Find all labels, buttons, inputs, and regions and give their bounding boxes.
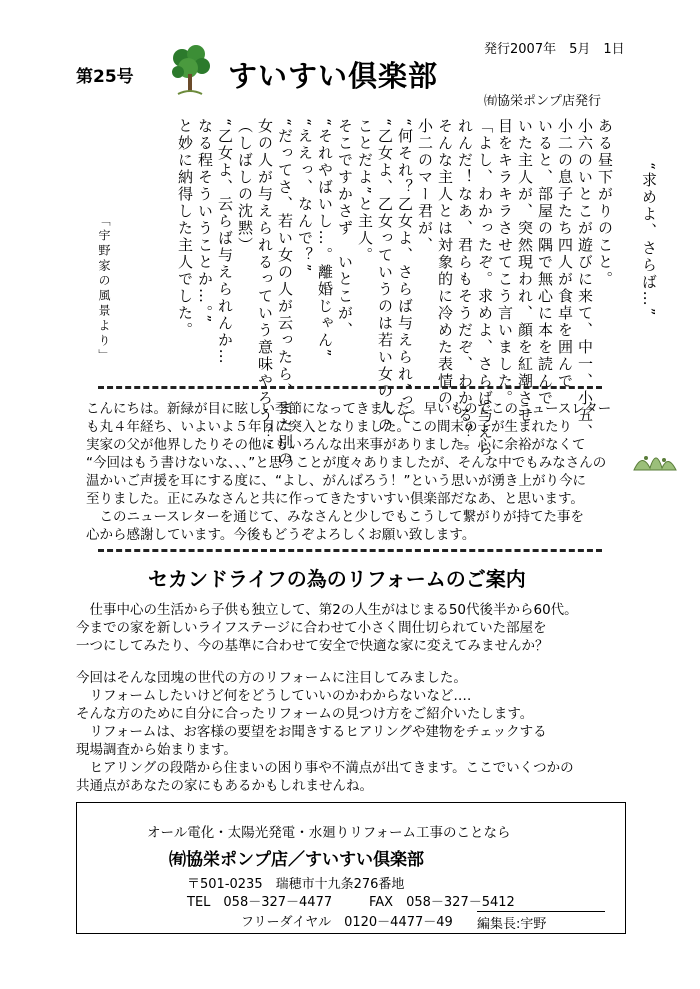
poem-column: 小六のいとこが遊びに来て、中一、小五、 [576,118,594,441]
poem-column: いると、部屋の隅で無心に本を読んで [536,118,554,407]
divider [98,386,602,389]
greeting-line: 至りました。正にみなさんと共に作ってきたすいすい倶楽部だなあ、と思います。 [86,491,584,507]
greeting-line: 実家の父が他界したりその他にもいろんな出来事がありました。心に余裕がなくて [86,437,586,453]
poem-column: 目をキラキラさせてこう言いました。 [496,118,514,407]
poem-column: 「よし、わかったぞ。求めよ、さらば与えら [476,118,494,458]
footer-tagline: オール電化・太陽光発電・水廻りリフォーム工事のことなら [147,825,511,841]
greeting-line: も丸４年経ち、いよいよ５年目に突入となりました。この間末の子が生まれたり [86,419,572,435]
publish-date: 発行2007年 5月 1日 [484,42,625,57]
reform-line: 仕事中心の生活から子供も独立して、第2の人生がはじまる50代後半から60代。 [76,602,578,618]
greeting-line: こんにちは。新緑が目に眩しい季節になってきました。早いものでこのニュースレター [86,401,612,417]
reform-line: 共通点があなたの家にもあるかもしれませんね。 [76,778,373,794]
footer-tel: TEL 058－327－4477 [187,895,333,910]
reform-line: ヒアリングの段階から住まいの困り事や不満点が出てきます。ここでいくつかの [76,760,574,776]
grass-icon [632,444,678,474]
poem-caption: 「宇野家の風景より」 [97,214,111,364]
poem-column: 女の人が与えられるっていう意味やろう？” [256,118,274,451]
poem-column: と妙に納得した主人でした。 [176,118,194,339]
reform-line: 今までの家を新しいライフステージに合わせて小さく間仕切られていた部屋を [76,620,547,636]
poem-column: “求めよ、さらば…” [640,162,658,318]
poem-column: なる程そういうことか…。” [196,118,214,325]
contact-box [76,802,626,934]
poem-column: “だってさ、若い女の人が云ったら、また別の [276,118,294,468]
poem-column: 小二のマー君が、 [416,118,434,254]
poem-column: “それやばいし…。離婚じゃん” [316,118,334,359]
reform-line: 一つにしてみたり、今の基準に合わせて安全で快適な家に変えてみませんか？ [76,638,549,654]
divider [98,549,602,552]
reform-line: そんな方のために自分に合ったリフォームの見つけ方をご紹介いたします。 [76,706,534,722]
poem-column: ある昼下がりのこと。 [596,118,614,288]
issue-number: 第25号 [76,67,134,87]
section-heading: セカンドライフの為のリフォームのご案内 [148,567,526,591]
poem-column: そこですかさず いとこが、 [336,118,354,339]
footer-editor: 編集長:宇野 [477,911,605,932]
reform-line: リフォームは、お客様の要望をお聞きするヒアリングや建物をチェックする [76,724,547,740]
poem-column: ことだよ”と主人。 [356,118,374,264]
reform-line: 今回はそんな団塊の世代の方のリフォームに注目してみました。 [76,670,467,686]
greeting-line: このニュースレターを通じて、みなさんと少しでもこうして繋がりが持てた事を [86,509,585,525]
tree-icon [168,44,214,98]
footer-freedial: フリーダイヤル 0120－4477－49 [241,915,453,930]
poem-column: そんな主人とは対象的に冷めた表情の [436,118,454,407]
reform-line: 現場調査から始まります。 [76,742,237,758]
poem-column: “乙女よ、云らば与えられんか… [216,118,234,366]
greeting-line: 心から感謝しています。今後もどうぞよろしくお願い致します。 [86,527,476,543]
publisher: ㈲協栄ポンプ店発行 [484,94,602,109]
poem-column: “ええっ、なんで？” [296,118,314,274]
footer-company: ㈲協栄ポンプ店／すいすい倶楽部 [169,850,424,870]
poem-column: れんだ！なあ、君らもそうだぞ、わかる？」 [456,118,474,458]
greeting-line: 温かいご声援を耳にする度に、“よし、がんばろう！”という思いが湧き上がり今に [86,473,586,489]
newsletter-title: すいすい倶楽部 [228,59,439,93]
footer-fax: FAX 058－327－5412 [369,895,515,910]
poem-column: 小二の息子たち四人が食卓を囲んで [556,118,574,390]
footer-address: 〒501-0235 瑞穂市十九条276番地 [187,877,405,892]
poem-column: “何それ？乙女よ、さらば与えられ”って [396,118,414,427]
poem-column: いた主人が、突然現われ、顔を紅潮させ [516,118,534,424]
poem-column: “乙女よ、乙女っていうのは若い女の人の [376,118,394,434]
reform-line: リフォームしたいけど何をどうしていいのかわからないなど‥‥ [76,688,472,704]
greeting-line: “今回はもう書けないな、、、”と思うことが度々ありましたが、そんな中でもみなさんの [86,455,607,471]
poem-column: （しばしの沈黙） [236,118,254,254]
